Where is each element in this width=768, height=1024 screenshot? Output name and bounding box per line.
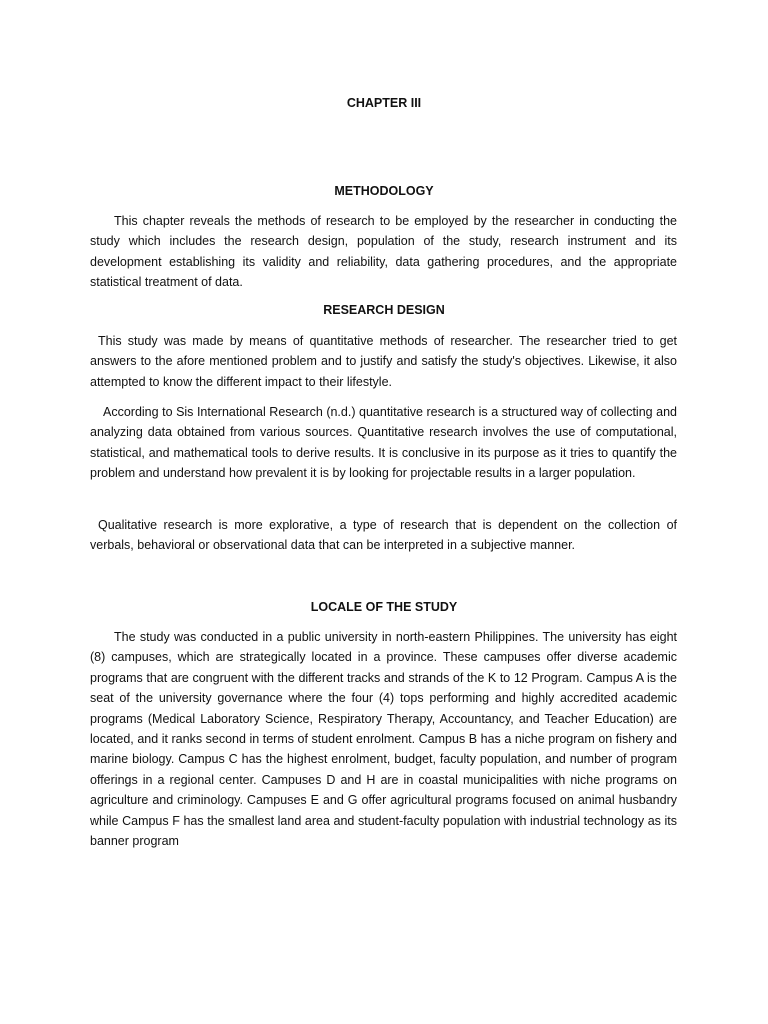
- research-design-paragraph-3: Qualitative research is more explorative, a type of research that is dependent on the collection of verbals, behavioral or observational data that can be interpreted in a subjective manner.: [90, 518, 677, 553]
- research-design-heading: RESEARCH DESIGN: [323, 303, 445, 317]
- intro-paragraph: This chapter reveals the methods of research to be employed by the researcher in conducting the study which includes the research design, population of the study, research instrument and its development establishing its validity and reliability, data gathering procedures, and the appropriate statistical treatment of data.: [90, 214, 677, 290]
- locale-paragraph: The study was conducted in a public university in north-eastern Philippines. The university has eight (8) campuses, which are strategically located in a province. These campuses offer diverse academic programs that are congruent with the different tracks and strands of the K to 12 Program. Campus A is the seat of the university governance where the four (4) tops performing and highly accredited academic programs (Medical Laboratory Science, Respiratory Therapy, Accountancy, and Teacher Education) are located, and it ranks second in terms of student enrolment. Campus B has a niche program on fishery and marine biology. Campus C has the highest enrolment, budget, faculty population, and number of program offerings in a regional center. Campuses D and H are in coastal municipalities with niche programs on agriculture and criminology. Campuses E and G offer agricultural programs focused on animal husbandry while Campus F has the smallest land area and student-faculty population with industrial technology as its banner program: [90, 630, 677, 849]
- methodology-heading: METHODOLOGY: [334, 184, 434, 198]
- chapter-heading: CHAPTER III: [346, 96, 422, 110]
- research-design-paragraph-1: This study was made by means of quantitative methods of researcher. The researcher tried to get answers to the afore mentioned problem and to justify and satisfy the study's objectives. Likewise, it also attempted to know the different impact to their lifestyle.: [90, 334, 677, 389]
- locale-heading: LOCALE OF THE STUDY: [310, 600, 458, 614]
- research-design-paragraph-2: According to Sis International Research (n.d.) quantitative research is a structured way of collecting and analyzing data obtained from various sources. Quantitative research involves the use of computational, statistical, and mathematical tools to derive results. It is conclusive in its purpose as it tries to quantify the problem and understand how prevalent it is by looking for projectable results in a larger population.: [90, 405, 677, 481]
